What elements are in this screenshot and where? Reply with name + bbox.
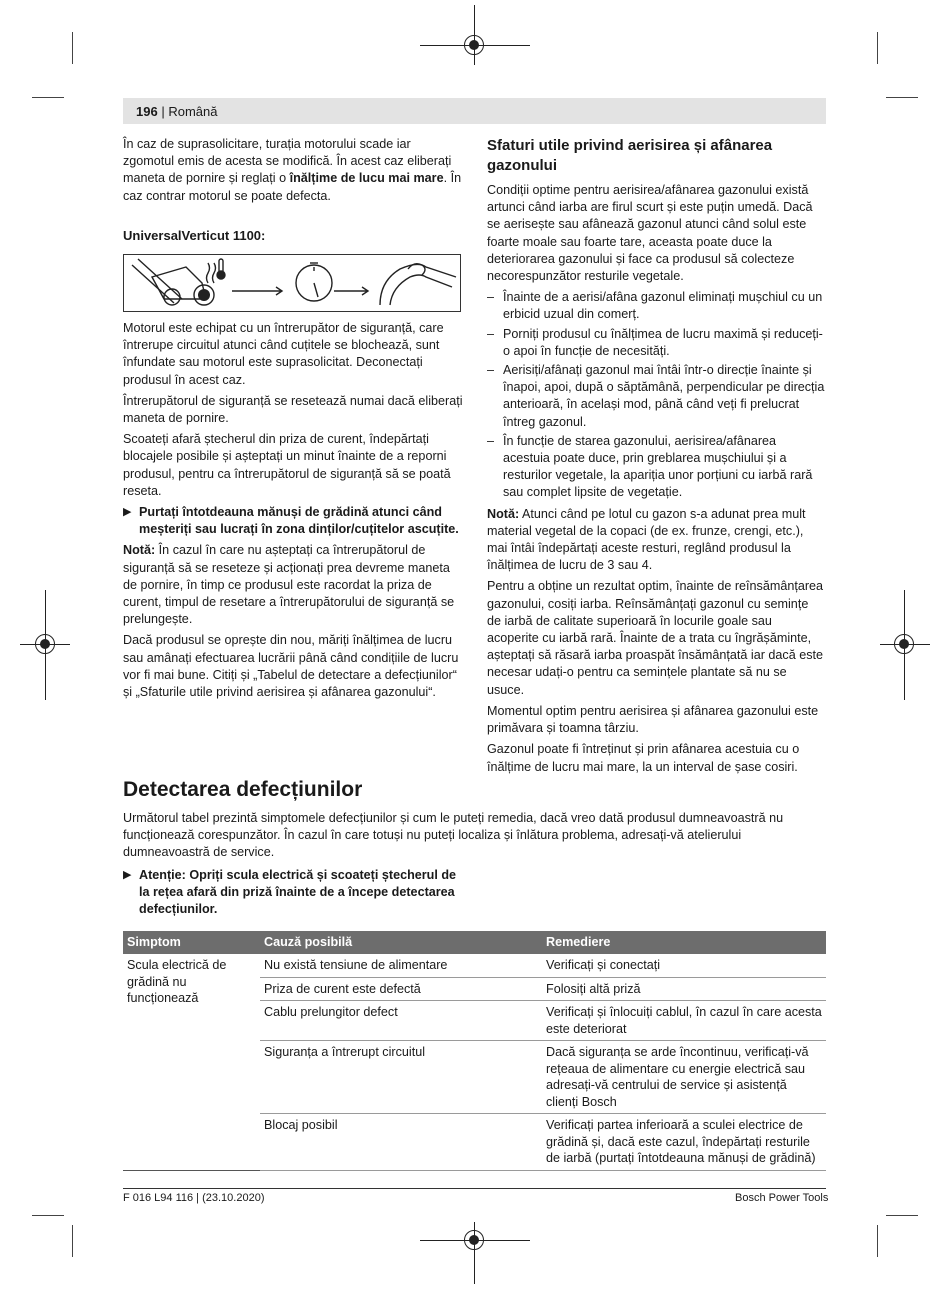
note-label: Notă: <box>123 543 156 558</box>
paragraph: Gazonul poate fi întreținut și prin afânarea acestuia cu o înălțime de lucru mai mare, la un interval de șase cosiri. <box>487 742 800 774</box>
column-header: Cauză posibilă <box>260 931 542 954</box>
list-item: – Porniți produsul cu înălțimea de lucru maximă și reduceți-o apoi în funcție de necesități. <box>487 326 823 358</box>
cause-cell: Priza de curent este defectă <box>260 977 542 1001</box>
crop-mark <box>72 1225 73 1257</box>
paragraph: Pentru a obține un rezultat optim, înainte de reînsămânțarea gazonului, cosiți iarba. Reînsămânțați gazonul cu semințe de iarbă de calitate superioară în locurile goale sau acoperite cu iarbă rară. Înainte de a trata cu îngrășăminte, așteptați să răsară iarba proaspăt însămânțată iar dacă este necesar udați-o pentru ca semințele plantate să nu se usuce. <box>487 579 824 697</box>
warning-item <box>123 504 463 538</box>
footer-rule <box>123 1188 826 1189</box>
registration-mark-icon <box>894 634 914 654</box>
note-paragraph: Notă: În cazul în care nu așteptați ca întrerupătorul de siguranță să se reseteze și acționați prea devreme maneta de pornire, în timp ce produsul este racordat la priza de curent, timpul de resetare a întrerupătorului de siguranță se prelungește. <box>123 543 455 627</box>
symptom-cell: Scula electrică de grădină nu funcționează <box>123 954 260 1170</box>
page-header <box>136 104 217 119</box>
paragraph: Dacă produsul se oprește din nou, măriți înălțimea de lucru sau amânați efectuarea lucrării până când condițiile de lucru vor fi mai bune. Citiți și „Tabelul de detectare a defecțiunilor“ și „Sfaturile utile privind aerisirea și afânarea gazonului“. <box>123 633 459 700</box>
triangle-right-icon: ▶ <box>123 506 132 519</box>
section-intro: Următorul tabel prezintă simptomele defecțiunilor și cum le puteți remedia, dacă vreo dată produsul dumneavoastră nu funcționează corespunzător. În cazul în care totuși nu puteți localiza și înlătura problema, adresați-vă atelierului dumneavoastră de service. <box>123 811 784 860</box>
model-heading: UniversalVerticut 1100: <box>123 227 266 243</box>
footer-brand: Bosch Power Tools <box>735 1192 829 1204</box>
registration-mark-icon <box>464 1230 484 1250</box>
triangle-right-icon: ▶ <box>123 869 132 881</box>
paragraph: Scoateți afară ștecherul din priza de curent, îndepărtați blocajele posibile și așteptați un minut înainte de a reporni produsul, pentru ca întrerupătorul de siguranță să se poată reseta. <box>123 432 451 498</box>
tips-heading: Sfaturi utile privind aerisirea și afânarea gazonului <box>487 137 773 174</box>
warning-text: Purtați întotdeauna mănuși de grădină atunci când meșteriți sau lucrați în zona dinților/cuțitelor ascuțite. <box>139 505 459 537</box>
table-header-row <box>123 931 826 954</box>
crop-mark <box>877 32 878 64</box>
cause-cell: Siguranța a întrerupt circuitul <box>260 1041 542 1114</box>
note-paragraph: Notă: Atunci când pe lotul cu gazon s-a adunat prea mult material vegetal de la copaci (de ex. frunze, crengi, etc.), mai întâi îndepărtați aceste resturi, reglând produsul la înălțimea de lucru de 3 sau 4. <box>487 506 806 573</box>
page-header-bar <box>123 98 826 124</box>
cause-cell: Nu există tensiune de alimentare <box>260 954 542 977</box>
registration-mark-icon <box>35 634 55 654</box>
overload-illustration <box>123 254 461 312</box>
crop-mark <box>32 1215 64 1216</box>
registration-mark-icon <box>464 35 484 55</box>
paragraph: Condiții optime pentru aerisirea/afânarea gazonului există artunci când iarba are firul scurt și este puțin umedă. Dacă se aerisește sau afânează gazonul atunci când solul este foarte moale sau foarte tare, aceasta poate duce la deteriorarea gazonului și face ca produsul să colecteze necorespunzător resturile vegetale. <box>487 183 813 284</box>
column-header: Simptom <box>123 931 260 954</box>
column-header: Remediere <box>542 931 826 954</box>
cause-cell: Cablu prelungitor defect <box>260 1001 542 1041</box>
remedy-cell: Verificați și conectați <box>542 954 826 977</box>
overload-diagram-icon <box>124 255 460 311</box>
crop-mark <box>886 97 918 98</box>
crop-mark <box>72 32 73 64</box>
note-label: Notă: <box>487 506 520 521</box>
paragraph: Motorul este echipat cu un întrerupător de siguranță, care întrerupe circuitul atunci când cuțitele se blochează, sunt înfundate sau motorul este suprasolicitat. Deconectați produsul în acest caz. <box>123 321 444 387</box>
right-column <box>487 136 825 780</box>
warning-item <box>123 867 463 919</box>
paragraph: În caz de suprasolicitare, turația motorului scade iar zgomotul emis de acesta se modifică. În acest caz eliberați maneta de pornire și reglați o înălțime de lucu mai mare. În caz contrar motorul se poate defecta. <box>123 137 462 203</box>
remedy-cell: Verificați partea inferioară a sculei electrice de grădină și, dacă este cazul, îndepărtați resturile de iarbă (purtați întotdeauna mănuși de grădină) <box>542 1114 826 1171</box>
footer-doc-id: F 016 L94 116 | (23.10.2020) <box>123 1192 265 1204</box>
page-number: 196 <box>136 104 158 119</box>
paragraph: Momentul optim pentru aerisirea și afânarea gazonului este primăvara și toamna târziu. <box>487 703 819 736</box>
remedy-cell: Verificați și înlocuiți cablul, în cazul în care acesta este deteriorat <box>542 1001 826 1041</box>
remedy-cell: Folosiți altă priză <box>542 977 826 1001</box>
list-item: – Aerisiți/afânați gazonul mai întâi într-o direcție înainte și înapoi, apoi, după o săptămână, perpendicular pe direcția anterioară, în același mod, până când veți fi prelucrat întreg gazonul. <box>487 363 825 429</box>
header-separator: | <box>161 104 165 119</box>
crop-mark <box>886 1215 918 1216</box>
list-item: – În funcție de starea gazonului, aerisirea/afânarea acestuia poate duce, prin greblarea mușchiului și a resturilor vegetale, la apariția unor porțiuni cu iarbă rară sau complet lipsite de vegetație. <box>487 433 813 500</box>
list-item: – Înainte de a aerisi/afâna gazonul eliminați mușchiul cu un erbicid uzual din comerț. <box>487 290 823 322</box>
crop-mark <box>877 1225 878 1257</box>
troubleshooting-table <box>123 931 826 1171</box>
remedy-cell: Dacă siguranța se arde încontinuu, verificați-vă rețeaua de alimentare cu energie electrică sau adresați-vă centrului de service și asistență clienți Bosch <box>542 1041 826 1114</box>
header-language: Română <box>168 104 218 119</box>
paragraph: Întrerupătorul de siguranță se resetează numai dacă eliberați maneta de pornire. <box>123 393 463 426</box>
table-row <box>123 954 826 977</box>
warning-text: Atenție: Opriți scula electrică și scoateți ștecherul de la rețea afară din priză înainte de a începe detectarea defecțiunilor. <box>139 868 457 917</box>
bold-phrase: înălțime de lucu mai mare <box>289 171 444 186</box>
section-title: Detectarea defecțiunilor <box>123 778 363 801</box>
cause-cell: Blocaj posibil <box>260 1114 542 1171</box>
crop-mark <box>32 97 64 98</box>
tips-list <box>487 289 825 501</box>
left-column <box>123 136 463 705</box>
